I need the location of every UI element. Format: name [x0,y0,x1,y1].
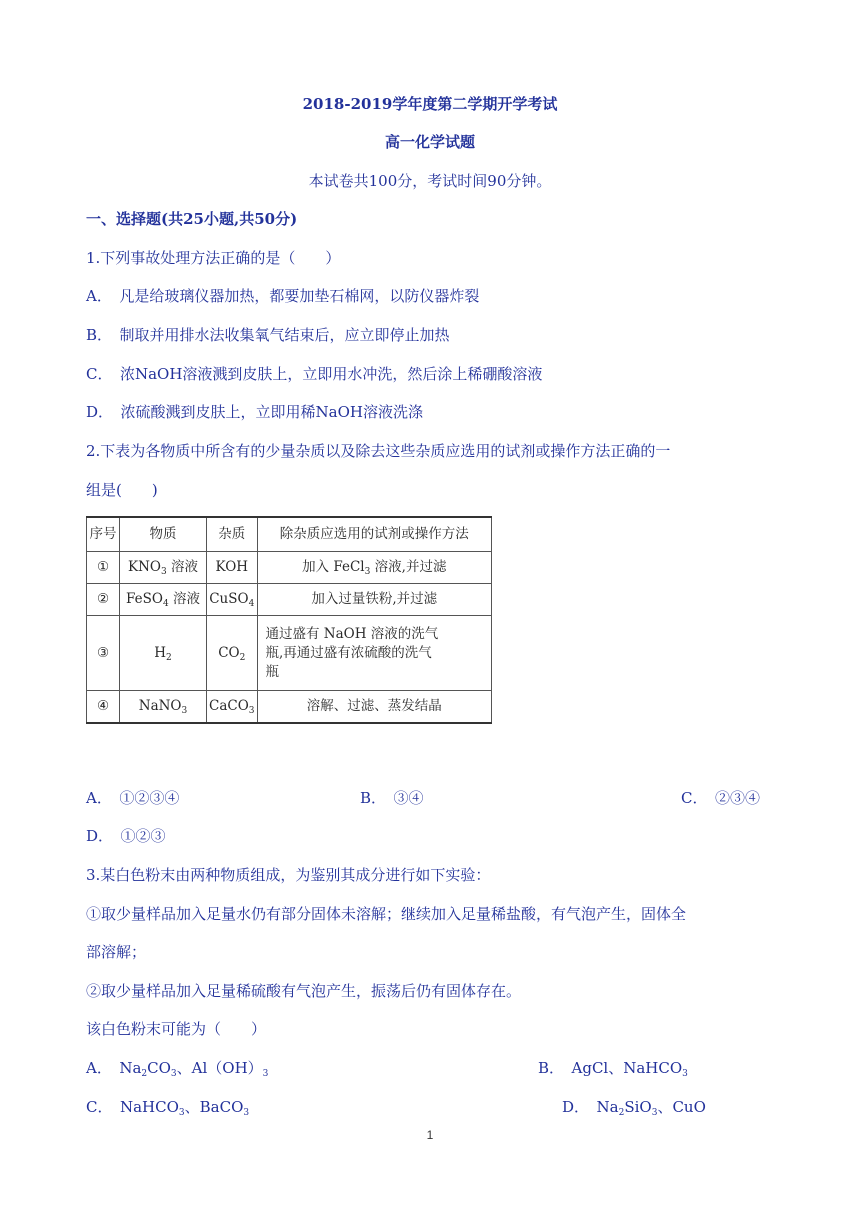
q3-step2: ②取少量样品加入足量稀硫酸有气泡产生，振荡后仍有固体存在。 [86,982,522,1000]
q3-question: 该白色粉末可能为（ ） [86,1020,267,1038]
q3-option-b: B． AgCl、NaHCO$_3$ [538,1059,688,1079]
method-cell: 加入 FeCl$_3$ 溶液,并过滤 [257,552,491,584]
table-header-row [87,517,492,552]
table-row [87,552,492,584]
q2-option-c: C． ②③④ [681,789,760,807]
q3-stem: 3.某白色粉末由两种物质组成，为鉴别其成分进行如下实验： [86,866,491,884]
section-heading: 一、选择题(共25小题,共50分) [86,210,298,228]
table-row [87,616,492,691]
table-header-cell: 序号 [87,517,120,552]
impurity-cell: CaCO$_3$ [207,691,258,724]
row-number: ④ [87,691,120,724]
method-cell: 加入过量铁粉,并过滤 [257,584,491,616]
q3-option-a: A． $Na_2CO_3$、$Al(OH)_3$ [86,1059,269,1079]
row-number: ② [87,584,120,616]
substance-cell: $KNO_3$ 溶液 [120,552,207,584]
table-header-cell: 物质 [120,517,207,552]
substance-cell: NaNO$_3$ [120,691,207,724]
q2-option-a: A． ①②③④ [86,789,180,807]
exam-title: 2018-2019学年度第二学期开学考试 [302,95,558,113]
impurity-table [86,516,492,724]
table-row [87,691,492,724]
q3-option-d: D． $Na_2SiO_3$、CuO [562,1098,706,1118]
method-cell: 溶解、过滤、蒸发结晶 [257,691,491,724]
row-number: ① [87,552,120,584]
q1-stem: 1.下列事故处理方法正确的是（ ） [86,249,341,267]
exam-note: 本试卷共100分，考试时间90分钟。 [308,172,552,190]
impurity-cell: $CO_2$ [207,616,258,691]
substance-cell: FeSO$_4$ 溶液 [120,584,207,616]
table-header-cell: 杂质 [207,517,258,552]
q2-option-d: D． ①②③ [86,827,166,845]
substance-cell: $H_2$ [120,616,207,691]
q2-stem-line2: 组是( ) [86,481,158,499]
q1-option-c: C． 浓NaOH溶液溅到皮肤上，立即用水冲洗，然后涂上稀硼酸溶液 [86,365,543,383]
impurity-cell: CuSO$_4$ [207,584,258,616]
q2-option-b: B． ③④ [360,789,424,807]
row-number: ③ [87,616,120,691]
q1-option-a: A． 凡是给玻璃仪器加热，都要加垫石棉网，以防仪器炸裂 [86,287,480,305]
method-cell: 通过盛有 NaOH 溶液的洗气 瓶,再通过盛有浓硫酸的洗气 瓶 [257,616,491,691]
q3-step1-line2: 部溶解； [86,943,147,961]
table-row [87,584,492,616]
table-header-cell: 除杂质应选用的试剂或操作方法 [257,517,491,552]
q3-option-c: C． NaHCO$_3$、BaCO$_3$ [86,1098,250,1118]
q1-option-b: B． 制取并用排水法收集氧气结束后，应立即停止加热 [86,326,450,344]
q3-step1-line1: ①取少量样品加入足量水仍有部分固体未溶解；继续加入足量稀盐酸，有气泡产生，固体全 [86,905,687,923]
exam-subtitle: 高一化学试题 [384,133,475,151]
impurity-cell: KOH [207,552,258,584]
q1-option-d: D． 浓硫酸溅到皮肤上，立即用稀NaOH溶液洗涤 [86,403,423,421]
q2-stem-line1: 2.下表为各物质中所含有的少量杂质以及除去这些杂质应选用的试剂或操作方法正确的一 [86,442,671,460]
page-number: 1 [426,1128,434,1142]
